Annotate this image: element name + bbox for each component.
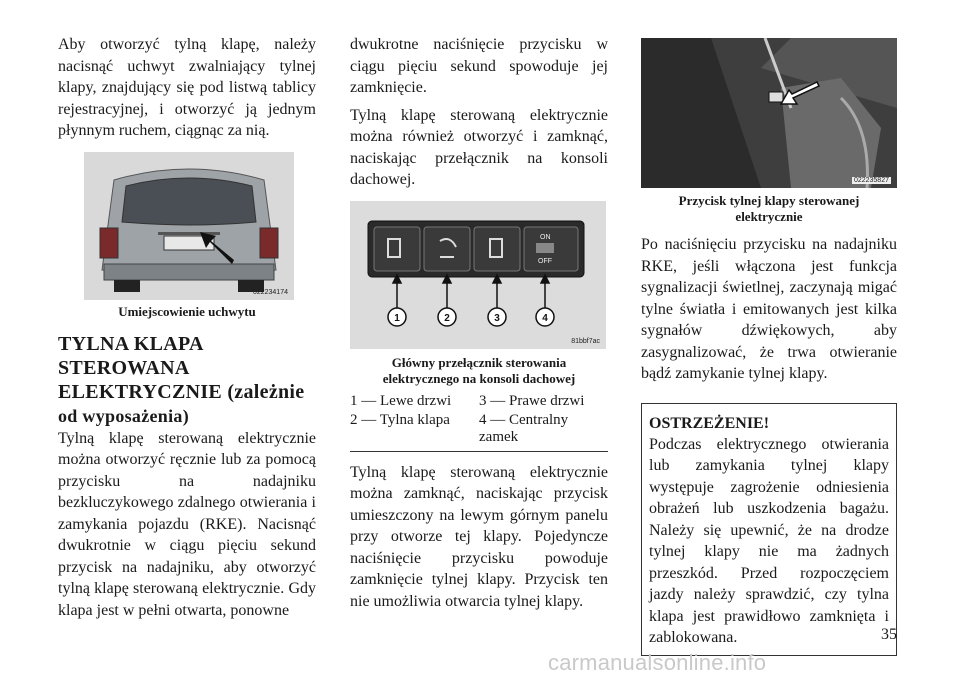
- callout-label-3: 3: [494, 312, 500, 324]
- warning-text: Podczas elektrycznego otwierania lub zamykania tylnej klapy występuje zagrożenie odniesienia obrażeń lub uszkodzenia bagażu. Należy się upewnić, że na drodze tylnej klapy nie ma żadnych przeszkód. Przed rozpoczęciem jazdy należy sprawdzić, czy tylna klapa jest prawidłowo zamknięta i zablokowana.: [649, 435, 889, 646]
- overhead-console-figure: [350, 201, 606, 349]
- paragraph: Tylną klapę sterowaną elektrycznie można zamknąć, naciskając przycisk umieszczony na lewym górnym panelu przy otworze tej klapy. Pojedyncze naciśnięcie przycisku powoduje zamknięcie tylnej klapy. Przycisk ten nie umożliwia otwarcia tylnej klapy.: [350, 463, 608, 610]
- svg-text:ON: ON: [540, 233, 551, 241]
- legend-item: 3 — Prawe drzwi: [479, 392, 585, 409]
- figure-caption: Umiejscowienie uchwytu: [118, 303, 256, 319]
- console-switch-illustration: [350, 201, 606, 349]
- figure-legend: [350, 393, 608, 452]
- section-heading: TYLNA KLAPA STEROWANA ELEKTRYCZNIE (zależnie od wyposażenia): [58, 332, 305, 426]
- paragraph: Po naciśnięciu przycisku na nadajniku RKE, jeśli włączona jest funkcja sygnalizacji świetlnej, zaczynają migać tylne światła i emitowanych jest kilka sygnałów dźwiękowych, aby zasygnalizować, że trwa otwieranie bądź zamykanie tylnej klapy.: [641, 236, 897, 382]
- callout-label-1: 1: [394, 312, 400, 324]
- figure-code: 022235827: [853, 177, 889, 184]
- column-left: [58, 0, 316, 621]
- minivan-rear-illustration: [84, 152, 294, 300]
- legend-item: 4 — Centralny zamek: [479, 411, 569, 445]
- figure-code: 81bbf7ac: [571, 337, 600, 345]
- callout-label-4: 4: [542, 312, 548, 324]
- page-number: 35: [881, 626, 897, 643]
- liftgate-button-figure: [641, 38, 897, 188]
- figure-code: 022234174: [252, 288, 288, 296]
- paragraph: Tylną klapę sterowaną elektrycznie można również otworzyć i zamknąć, naciskając przełącznik na konsoli dachowej.: [350, 106, 608, 188]
- svg-text:OFF: OFF: [538, 257, 552, 265]
- column-middle: [350, 0, 608, 612]
- warning-title: OSTRZEŻENIE!: [649, 414, 770, 432]
- watermark: carmanualsonline.info: [548, 650, 767, 675]
- paragraph: dwukrotne naciśnięcie przycisku w ciągu pięciu sekund spowoduje jej zamknięcie.: [350, 36, 608, 96]
- tailgate-handle-figure: [84, 152, 294, 300]
- section-body: Tylną klapę sterowaną elektrycznie można otworzyć ręcznie lub za pomocą przycisku na nadajniku bezkluczykowego zdalnego otwierania i zamykania pojazdu (RKE). Nacisnąć dwukrotnie w ciągu pięciu sekund przycisk na nadajniku, aby otworzyć tylną klapę sterowaną elektrycznie. Gdy klapa jest w pełni otwarta, ponowne: [58, 429, 316, 619]
- column-right: [641, 0, 897, 656]
- warning-box: [641, 403, 897, 656]
- liftgate-interior-illustration: [641, 38, 897, 188]
- figure-caption: Główny przełącznik sterowania elektrycznego na konsoli dachowej: [382, 354, 576, 386]
- callout-label-2: 2: [444, 312, 450, 324]
- legend-item: 1 — Lewe drzwi: [350, 392, 452, 409]
- intro-paragraph: Aby otworzyć tylną klapę, należy nacisnąć uchwyt zwalniający tylnej klapy, znajdujący się pod listwą tablicy rejestracyjnej, i otworzyć ją jednym płynnym ruchem, ciągnąc za nią.: [58, 36, 316, 139]
- legend-item: 2 — Tylna klapa: [350, 411, 450, 428]
- figure-caption: Przycisk tylnej klapy sterowanej elektrycznie: [678, 193, 860, 224]
